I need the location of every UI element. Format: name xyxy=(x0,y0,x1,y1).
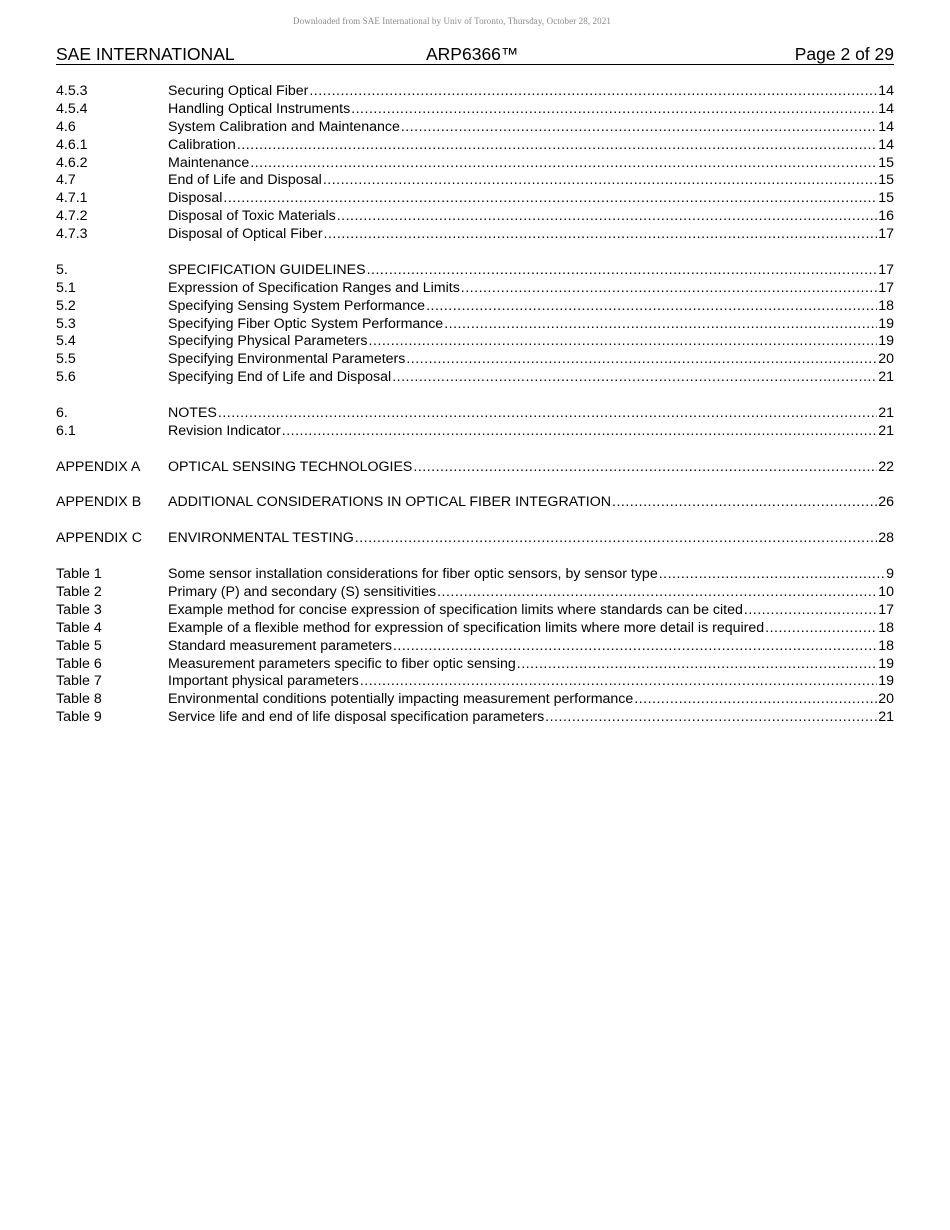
toc-entry-number: Table 4 xyxy=(56,619,102,636)
toc-entry[interactable] xyxy=(56,656,894,674)
dot-leader xyxy=(323,172,877,190)
toc-entry-title[interactable]: Example method for concise expression of specification limits where standards can be cited xyxy=(168,601,743,618)
toc-entry-title[interactable]: Maintenance xyxy=(168,154,250,171)
toc-entry-page-number: 9 xyxy=(886,566,894,583)
toc-entry[interactable] xyxy=(56,602,894,620)
toc-entry-title-line xyxy=(168,620,878,638)
toc-entry-title[interactable]: Measurement parameters specific to fiber optic sensing xyxy=(168,655,516,672)
toc-entry-page-number: 22 xyxy=(878,458,894,475)
toc-entry[interactable] xyxy=(56,190,894,208)
toc-entry-page-number: 26 xyxy=(878,494,894,511)
toc-entry-title-line xyxy=(168,298,878,316)
toc-entry-title-line xyxy=(168,656,878,674)
dot-leader xyxy=(413,459,877,477)
dot-leader xyxy=(393,638,877,656)
toc-entry-title-line xyxy=(168,584,878,602)
toc-entry-title-line xyxy=(168,369,878,387)
toc-entry-title[interactable]: Specifying Fiber Optic System Performance xyxy=(168,315,444,332)
toc-entry[interactable] xyxy=(56,83,894,101)
dot-leader xyxy=(351,101,877,119)
toc-entry-title[interactable]: SPECIFICATION GUIDELINES xyxy=(168,261,366,278)
toc-entry-number: 5. xyxy=(56,261,68,278)
toc-entry-title[interactable]: Standard measurement parameters xyxy=(168,637,392,654)
toc-entry[interactable] xyxy=(56,530,894,548)
toc-entry-title-line xyxy=(168,280,878,298)
toc-entry-page-number: 16 xyxy=(878,208,894,225)
toc-entry[interactable] xyxy=(56,298,894,316)
dot-leader xyxy=(659,566,885,584)
toc-entry-number: Table 8 xyxy=(56,691,102,708)
dot-leader xyxy=(324,226,878,244)
toc-entry[interactable] xyxy=(56,333,894,351)
toc-entry-number: Table 2 xyxy=(56,583,102,600)
dot-leader xyxy=(218,405,877,423)
toc-entry-page-number: 19 xyxy=(878,315,894,332)
toc-entry-title[interactable]: Some sensor installation considerations for fiber optic sensors, by sensor type xyxy=(168,566,658,583)
toc-group xyxy=(56,405,894,441)
toc-entry-page-number: 17 xyxy=(878,226,894,243)
dot-leader xyxy=(426,298,877,316)
dot-leader xyxy=(237,137,877,155)
toc-entry-title-line xyxy=(168,566,886,584)
toc-group xyxy=(56,494,894,512)
dot-leader xyxy=(765,620,877,638)
toc-entry-number: 5.5 xyxy=(56,351,76,368)
toc-entry-number: 6. xyxy=(56,405,68,422)
toc-entry-title[interactable]: NOTES xyxy=(168,405,217,422)
dot-leader xyxy=(337,208,878,226)
toc-entry-page-number: 14 xyxy=(878,118,894,135)
toc-entry-number: APPENDIX A xyxy=(56,458,141,475)
toc-entry[interactable] xyxy=(56,638,894,656)
toc-entry-page-number: 19 xyxy=(878,673,894,690)
toc-entry-page-number: 15 xyxy=(878,172,894,189)
toc-entry[interactable] xyxy=(56,172,894,190)
dot-leader xyxy=(401,119,877,137)
table-of-contents xyxy=(56,83,894,745)
toc-entry-page-number: 28 xyxy=(878,530,894,547)
toc-entry-title[interactable]: System Calibration and Maintenance xyxy=(168,118,400,135)
toc-entry-title[interactable]: Securing Optical Fiber xyxy=(168,83,309,99)
toc-entry-title-line xyxy=(168,602,878,620)
toc-entry[interactable] xyxy=(56,405,894,423)
toc-entry-title-line xyxy=(168,172,878,190)
dot-leader xyxy=(309,83,877,101)
toc-entry-title[interactable]: Specifying Environmental Parameters xyxy=(168,351,406,368)
dot-leader xyxy=(612,494,877,512)
toc-entry-page-number: 21 xyxy=(878,405,894,422)
toc-entry[interactable] xyxy=(56,316,894,334)
toc-group xyxy=(56,262,894,387)
toc-entry-title[interactable]: Specifying End of Life and Disposal xyxy=(168,369,392,386)
toc-entry-number: 4.7.1 xyxy=(56,190,88,207)
toc-entry-page-number: 14 xyxy=(878,100,894,117)
toc-entry-page-number: 17 xyxy=(878,261,894,278)
toc-entry-number: Table 6 xyxy=(56,655,102,672)
dot-leader xyxy=(223,190,877,208)
toc-entry-page-number: 20 xyxy=(878,691,894,708)
dot-leader xyxy=(355,530,877,548)
publisher-name: SAE INTERNATIONAL xyxy=(56,44,235,64)
toc-entry-title-line xyxy=(168,101,878,119)
toc-entry-title-line xyxy=(168,190,878,208)
toc-entry-title-line xyxy=(168,262,878,280)
toc-entry-page-number: 19 xyxy=(878,333,894,350)
toc-entry-page-number: 21 xyxy=(878,709,894,726)
toc-entry-title-line xyxy=(168,316,878,334)
toc-entry-title-line xyxy=(168,673,878,691)
dot-leader xyxy=(461,280,877,298)
toc-entry-title-line xyxy=(168,83,878,101)
toc-entry-number: 5.1 xyxy=(56,279,76,296)
toc-entry-page-number: 20 xyxy=(878,351,894,368)
toc-entry-page-number: 18 xyxy=(878,619,894,636)
toc-entry-page-number: 14 xyxy=(878,136,894,153)
toc-entry-title[interactable]: Environmental conditions potentially impacting measurement performance xyxy=(168,691,634,708)
toc-entry-page-number: 21 xyxy=(878,422,894,439)
toc-entry-number: Table 1 xyxy=(56,566,102,583)
page-indicator: Page 2 of 29 xyxy=(794,44,894,64)
dot-leader xyxy=(444,316,877,334)
toc-entry-title[interactable]: Important physical parameters xyxy=(168,673,359,690)
toc-entry[interactable] xyxy=(56,620,894,638)
toc-entry-page-number: 15 xyxy=(878,190,894,207)
toc-entry[interactable] xyxy=(56,101,894,119)
toc-entry[interactable] xyxy=(56,155,894,173)
toc-entry[interactable] xyxy=(56,226,894,244)
toc-entry-title-line xyxy=(168,494,878,512)
toc-entry-title-line xyxy=(168,208,878,226)
toc-entry-page-number: 19 xyxy=(878,655,894,672)
toc-entry-title-line xyxy=(168,530,878,548)
toc-entry[interactable] xyxy=(56,673,894,691)
toc-entry-title[interactable]: Primary (P) and secondary (S) sensitivities xyxy=(168,583,437,600)
toc-entry-title[interactable]: ENVIRONMENTAL TESTING xyxy=(168,530,354,547)
toc-entry-number: 4.5.3 xyxy=(56,83,88,99)
toc-entry-number: Table 7 xyxy=(56,673,102,690)
toc-entry-title[interactable]: End of Life and Disposal xyxy=(168,172,322,189)
toc-entry-title-line xyxy=(168,137,878,155)
toc-entry-number: 4.6.2 xyxy=(56,154,88,171)
toc-group xyxy=(56,83,894,244)
toc-entry-number: 4.6.1 xyxy=(56,136,88,153)
toc-entry-title[interactable]: Service life and end of life disposal specification parameters xyxy=(168,709,545,726)
dot-leader xyxy=(367,262,878,280)
toc-entry-number: 4.7 xyxy=(56,172,76,189)
page-header xyxy=(56,44,894,65)
dot-leader xyxy=(437,584,877,602)
dot-leader xyxy=(406,351,877,369)
toc-entry-title[interactable]: Handling Optical Instruments xyxy=(168,100,351,117)
toc-entry[interactable] xyxy=(56,709,894,727)
toc-entry-number: Table 3 xyxy=(56,601,102,618)
toc-entry-title[interactable]: Disposal of Optical Fiber xyxy=(168,226,323,243)
dot-leader xyxy=(360,673,877,691)
toc-entry[interactable] xyxy=(56,262,894,280)
toc-entry-title-line xyxy=(168,333,878,351)
toc-entry-number: 4.6 xyxy=(56,118,76,135)
toc-entry-page-number: 21 xyxy=(878,369,894,386)
dot-leader xyxy=(392,369,877,387)
toc-entry-number: 5.3 xyxy=(56,315,76,332)
toc-entry-title[interactable]: OPTICAL SENSING TECHNOLOGIES xyxy=(168,458,413,475)
toc-entry[interactable] xyxy=(56,494,894,512)
toc-entry[interactable] xyxy=(56,691,894,709)
toc-entry-title-line xyxy=(168,119,878,137)
toc-entry-page-number: 18 xyxy=(878,297,894,314)
download-watermark: Downloaded from SAE International by Univ of Toronto, Thursday, October 28, 2021 xyxy=(293,16,611,26)
toc-entry-title-line xyxy=(168,423,878,441)
toc-entry-title-line xyxy=(168,638,878,656)
toc-entry-title-line xyxy=(168,351,878,369)
toc-entry-title[interactable]: Specifying Physical Parameters xyxy=(168,333,368,350)
toc-entry-number: 6.1 xyxy=(56,422,76,439)
dot-leader xyxy=(250,155,877,173)
toc-entry-number: APPENDIX C xyxy=(56,530,142,547)
toc-entry-title-line xyxy=(168,405,878,423)
toc-entry-number: 4.5.4 xyxy=(56,100,88,117)
toc-entry-title[interactable]: Disposal of Toxic Materials xyxy=(168,208,336,225)
toc-entry-title-line xyxy=(168,691,878,709)
toc-entry-number: 5.4 xyxy=(56,333,76,350)
toc-entry-number: APPENDIX B xyxy=(56,494,142,511)
dot-leader xyxy=(744,602,877,620)
toc-entry[interactable] xyxy=(56,280,894,298)
toc-entry-title-line xyxy=(168,155,878,173)
toc-entry-page-number: 10 xyxy=(878,583,894,600)
toc-entry-number: 4.7.3 xyxy=(56,226,88,243)
toc-entry-number: Table 9 xyxy=(56,709,102,726)
toc-entry-page-number: 17 xyxy=(878,601,894,618)
toc-entry-title[interactable]: Example of a flexible method for expression of specification limits where more detail is required xyxy=(168,619,765,636)
toc-entry[interactable] xyxy=(56,423,894,441)
toc-entry-number: 5.6 xyxy=(56,369,76,386)
toc-entry-number: 5.2 xyxy=(56,297,76,314)
toc-group xyxy=(56,459,894,477)
toc-entry-number: 4.7.2 xyxy=(56,208,88,225)
dot-leader xyxy=(517,656,877,674)
toc-entry[interactable] xyxy=(56,119,894,137)
toc-entry-title-line xyxy=(168,226,878,244)
toc-entry[interactable] xyxy=(56,137,894,155)
toc-entry-title[interactable]: Revision Indicator xyxy=(168,422,281,439)
toc-entry-page-number: 15 xyxy=(878,154,894,171)
toc-entry-page-number: 18 xyxy=(878,637,894,654)
toc-entry-number: Table 5 xyxy=(56,637,102,654)
dot-leader xyxy=(282,423,877,441)
dot-leader xyxy=(634,691,877,709)
dot-leader xyxy=(369,333,878,351)
document-number: ARP6366™ xyxy=(426,44,519,64)
toc-entry[interactable] xyxy=(56,351,894,369)
toc-group xyxy=(56,566,894,727)
toc-entry[interactable] xyxy=(56,584,894,602)
toc-entry[interactable] xyxy=(56,369,894,387)
toc-group xyxy=(56,530,894,548)
toc-entry-page-number: 17 xyxy=(878,279,894,296)
toc-entry[interactable] xyxy=(56,208,894,226)
dot-leader xyxy=(545,709,877,727)
toc-entry-title-line xyxy=(168,709,878,727)
toc-entry-title[interactable]: Expression of Specification Ranges and Limits xyxy=(168,279,460,296)
toc-entry[interactable] xyxy=(56,459,894,477)
toc-entry[interactable] xyxy=(56,566,894,584)
toc-entry-title[interactable]: ADDITIONAL CONSIDERATIONS IN OPTICAL FIBER INTEGRATION xyxy=(168,494,612,511)
toc-entry-title[interactable]: Specifying Sensing System Performance xyxy=(168,297,426,314)
toc-entry-title[interactable]: Calibration xyxy=(168,136,236,153)
toc-entry-page-number: 14 xyxy=(878,83,894,99)
toc-entry-title[interactable]: Disposal xyxy=(168,190,223,207)
toc-entry-title-line xyxy=(168,459,878,477)
